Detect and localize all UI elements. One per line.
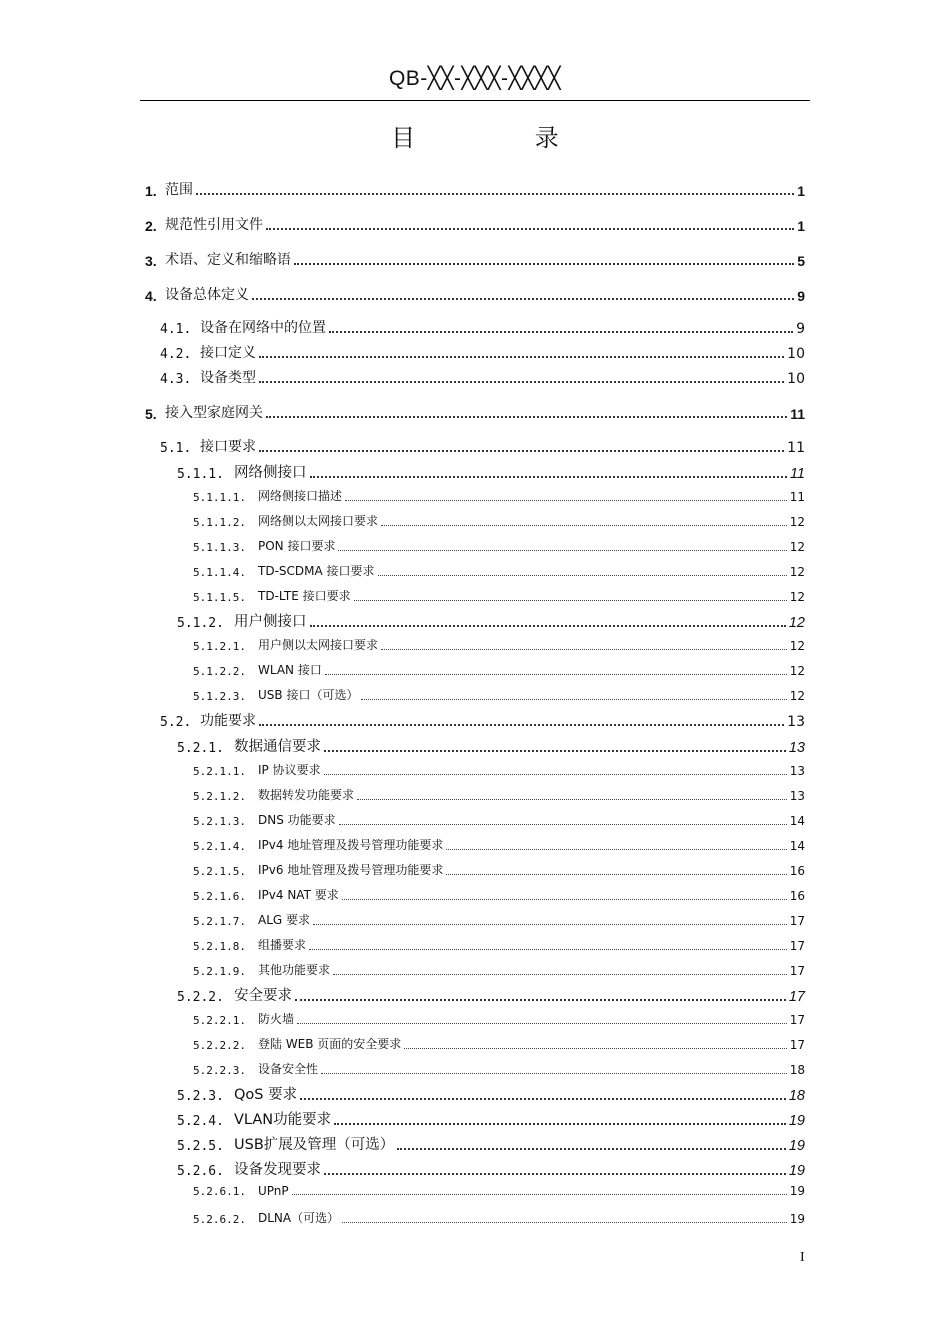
toc-entry-number: 5.2.2.2. [193,1039,246,1052]
toc-entry-number: 5.2.2.1. [193,1014,246,1027]
toc-entry-title: 设备总体定义 [165,287,249,303]
toc-leader-dots [324,750,786,752]
toc-leader-dots [342,1222,787,1223]
toc-entry-title: TD-LTE 接口要求 [258,589,351,603]
toc-entry[interactable] [193,562,805,579]
toc-entry-number: 3. [145,253,157,269]
toc-entry-number: 5.1.2. [177,616,224,631]
toc-entry[interactable] [193,936,805,953]
toc-entry-page: 17 [789,939,805,953]
toc-entry[interactable] [145,402,805,422]
toc-leader-dots [342,899,787,900]
toc-entry-number: 5.1.1.4. [193,566,246,579]
toc-leader-dots [354,600,787,601]
toc-entry-title: 设备在网络中的位置 [200,320,326,336]
toc-entry-title: 组播要求 [258,938,307,952]
toc-entry-number: 5.1.2.2. [193,665,246,678]
toc-entry-page: 13 [788,740,805,756]
toc-entry-number: 5.2.6. [177,1164,224,1179]
toc-entry-number: 5. [145,406,157,422]
toc-leader-dots [397,1148,786,1150]
toc-entry-number: 5.2.1.1. [193,765,246,778]
toc-entry-title: IPv4 NAT 要求 [258,888,339,902]
toc-entry[interactable] [193,636,805,653]
toc-entry-number: 5.2.6.2. [193,1213,246,1226]
toc-entry-page: 1 [797,218,805,234]
toc-entry-number: 2. [145,218,157,234]
toc-entry[interactable] [193,1060,805,1077]
toc-entry[interactable] [145,249,805,269]
toc-entry-title: USB扩展及管理（可选） [234,1137,395,1153]
toc-leader-dots [313,924,787,925]
toc-entry-page: 19 [788,1138,805,1154]
toc-entry-page: 12 [789,540,805,554]
toc-entry[interactable] [160,710,805,730]
toc-leader-dots [338,550,786,551]
toc-leader-dots [345,500,787,501]
toc-entry-page: 12 [789,590,805,604]
toc-leader-dots [295,999,786,1001]
toc-title: 目 录 [391,124,615,152]
toc-entry-number: 5.1.2.1. [193,640,246,653]
toc-entry-number: 5.2.1. [177,741,224,756]
toc-entry-page: 17 [789,1038,805,1052]
toc-entry-number: 5.1.1.3. [193,541,246,554]
toc-entry-number: 5.2.3. [177,1089,224,1104]
toc-entry-page: 12 [789,639,805,653]
toc-entry[interactable] [177,735,805,756]
toc-entry-title: TD-SCDMA 接口要求 [258,564,375,578]
toc-entry-number: 5.2.6.1. [193,1185,246,1198]
toc-entry-page: 5 [797,253,805,269]
toc-entry[interactable] [193,761,805,778]
toc-entry-title: ALG 要求 [258,913,311,927]
toc-entry[interactable] [193,512,805,529]
page-header [140,62,810,101]
toc-entry-page: 17 [788,989,805,1005]
toc-entry[interactable] [193,861,805,878]
toc-entry-page: 11 [789,490,805,504]
toc-entry-page: 13 [789,789,805,803]
toc-leader-dots [324,774,787,775]
toc-entry-page: 17 [789,1013,805,1027]
toc-entry[interactable] [160,342,805,362]
toc-leader-dots [446,874,786,875]
toc-leader-dots [297,1023,787,1024]
toc-entry-number: 5.2.1.8. [193,940,246,953]
toc-entry[interactable] [193,487,805,504]
toc-entry-title: 设备类型 [200,370,256,386]
toc-entry-number: 5.2.1.9. [193,965,246,978]
toc-entry-title: 网络侧接口 [234,465,307,481]
toc-leader-dots [294,263,794,265]
toc-entry-title: 其他功能要求 [258,963,331,977]
toc-leader-dots [361,699,786,700]
toc-entry-title: 接口要求 [200,439,256,455]
toc-leader-dots [446,849,786,850]
toc-entry-number: 1. [145,183,157,199]
toc-entry-page: 12 [788,615,805,631]
toc-leader-dots [404,1048,786,1049]
toc-entry[interactable] [193,1035,805,1052]
toc-entry-number: 4.3. [160,372,192,387]
toc-entry-title: 用户侧接口 [234,614,307,630]
toc-entry-number: 4.2. [160,347,192,362]
toc-leader-dots [381,525,787,526]
toc-entry[interactable] [145,179,805,199]
toc-entry-page: 13 [789,764,805,778]
toc-entry[interactable] [193,961,805,978]
toc-leader-dots [266,228,794,230]
toc-entry-title: IP 协议要求 [258,763,321,777]
toc-leader-dots [259,450,784,452]
toc-leader-dots [259,356,784,358]
toc-entry-number: 5.1.1.5. [193,591,246,604]
toc-leader-dots [252,298,794,300]
toc-entry[interactable] [193,886,805,903]
toc-entry-title: 接入型家庭网关 [165,405,263,421]
toc-leader-dots [339,824,787,825]
toc-entry[interactable] [193,686,805,703]
toc-entry-page: 17 [789,964,805,978]
toc-leader-dots [259,724,784,726]
toc-entry-page: 10 [787,346,805,362]
toc-entry-number: 5.1.2.3. [193,690,246,703]
toc-entry-page: 12 [789,515,805,529]
toc-entry[interactable] [177,1133,805,1154]
toc-entry-number: 4.1. [160,322,192,337]
toc-entry-title: 设备安全性 [258,1062,319,1076]
toc-entry-title: QoS 要求 [234,1087,298,1103]
toc-leader-dots [300,1098,786,1100]
toc-entry-title: IPv4 地址管理及拨号管理功能要求 [258,838,444,852]
toc-leader-dots [310,625,786,627]
toc-entry-page: 1 [797,183,805,199]
toc-entry[interactable] [193,786,805,803]
toc-entry[interactable] [177,1158,805,1179]
toc-entry-page: 16 [789,889,805,903]
toc-entry-title: 数据转发功能要求 [258,788,355,802]
toc-leader-dots [259,381,784,383]
toc-entry[interactable] [177,984,805,1005]
toc-leader-dots [321,1073,787,1074]
toc-entry-number: 5.1.1.2. [193,516,246,529]
toc-entry[interactable] [193,836,805,853]
toc-entry-title: VLAN功能要求 [234,1112,332,1128]
toc-entry[interactable] [160,436,805,456]
toc-entry-title: 数据通信要求 [234,739,321,755]
toc-entry-title: 接口定义 [200,345,256,361]
toc-entry-page: 10 [787,371,805,387]
toc-entry[interactable] [193,587,805,604]
toc-entry[interactable] [177,1083,805,1104]
toc-entry-title: 防火墙 [258,1012,295,1026]
toc-entry-page: 19 [789,1212,805,1226]
toc-entry-title: IPv6 地址管理及拨号管理功能要求 [258,863,444,877]
toc-entry[interactable] [193,1184,805,1198]
toc-entry-page: 18 [788,1088,805,1104]
toc-entry-number: 5.2.1.5. [193,865,246,878]
toc-entry-page: 17 [789,914,805,928]
toc-leader-dots [381,649,787,650]
toc-entry-title: 设备发现要求 [234,1162,321,1178]
toc-entry[interactable] [193,661,805,678]
toc-leader-dots [324,1173,786,1175]
toc-entry[interactable] [193,537,805,554]
toc-leader-dots [292,1194,787,1195]
toc-entry-number: 5.2.1.7. [193,915,246,928]
toc-leader-dots [378,575,787,576]
toc-entry-page: 16 [789,864,805,878]
toc-entry-number: 4. [145,288,157,304]
toc-leader-dots [329,331,793,333]
toc-entry-title: USB 接口（可选） [258,688,359,702]
toc-entry-number: 5.2.2.3. [193,1064,246,1077]
document-code: QB-╳╳-╳╳╳-╳╳╳╳ [388,67,562,90]
toc-entry-page: 19 [788,1163,805,1179]
toc-entry-page: 14 [789,814,805,828]
toc-entry[interactable] [145,214,805,234]
toc-entry-title: 范围 [165,182,193,198]
toc-entry-title: 用户侧以太网接口要求 [258,638,379,652]
toc-entry-page: 19 [788,1113,805,1129]
toc-entry[interactable] [193,1209,805,1226]
toc-entry-page: 12 [789,664,805,678]
page-number: I [800,1250,805,1265]
toc-entry-title: 规范性引用文件 [165,217,263,233]
toc-entry-number: 5.1.1. [177,467,224,482]
toc-entry-number: 5.2.1.2. [193,790,246,803]
toc-entry-number: 5.2.1.6. [193,890,246,903]
toc-entry[interactable] [177,1108,805,1129]
toc-entry-page: 18 [789,1063,805,1077]
toc-entry-title: 网络侧接口描述 [258,489,343,503]
toc-entry-title: DNS 功能要求 [258,813,336,827]
toc-entry[interactable] [160,317,805,337]
toc-leader-dots [333,974,787,975]
toc-entry-number: 5.2. [160,715,192,730]
toc-entry[interactable] [193,1010,805,1027]
toc-entry-number: 5.2.5. [177,1139,224,1154]
toc-entry[interactable] [193,911,805,928]
toc-leader-dots [196,193,794,195]
toc-entry-title: UPnP [258,1184,289,1198]
toc-entry[interactable] [193,811,805,828]
toc-entry-number: 5.2.1.4. [193,840,246,853]
toc-entry-title: 网络侧以太网接口要求 [258,514,379,528]
toc-entry-title: 术语、定义和缩略语 [165,252,291,268]
toc-entry-page: 9 [796,321,805,337]
toc-entry[interactable] [177,610,805,631]
toc-entry-title: 登陆 WEB 页面的安全要求 [258,1037,402,1051]
toc-entry-title: PON 接口要求 [258,539,336,553]
toc-leader-dots [310,476,787,478]
toc-leader-dots [266,416,787,418]
toc-entry-page: 19 [789,1184,805,1198]
toc-entry[interactable] [145,284,805,304]
toc-leader-dots [334,1123,786,1125]
toc-entry-title: WLAN 接口 [258,663,322,677]
toc-entry-number: 5.2.2. [177,990,224,1005]
toc-entry-page: 9 [797,288,805,304]
toc-leader-dots [325,674,787,675]
toc-entry-page: 12 [789,565,805,579]
toc-entry-page: 11 [789,466,805,482]
toc-entry-page: 14 [789,839,805,853]
toc-entry-number: 5.2.1.3. [193,815,246,828]
toc-entry-number: 5.1. [160,441,192,456]
toc-entry[interactable] [160,367,805,387]
toc-leader-dots [357,799,787,800]
toc-entry-title: 功能要求 [200,713,256,729]
toc-entry-number: 5.1.1.1. [193,491,246,504]
toc-entry-page: 11 [790,406,805,422]
toc-leader-dots [309,949,787,950]
toc-entry-page: 11 [787,440,805,456]
toc-entry-title: 安全要求 [234,988,292,1004]
toc-entry-number: 5.2.4. [177,1114,224,1129]
toc-entry-title: DLNA（可选） [258,1211,340,1225]
toc-entry[interactable] [177,461,805,482]
toc-entry-page: 12 [789,689,805,703]
toc-entry-page: 13 [787,714,805,730]
